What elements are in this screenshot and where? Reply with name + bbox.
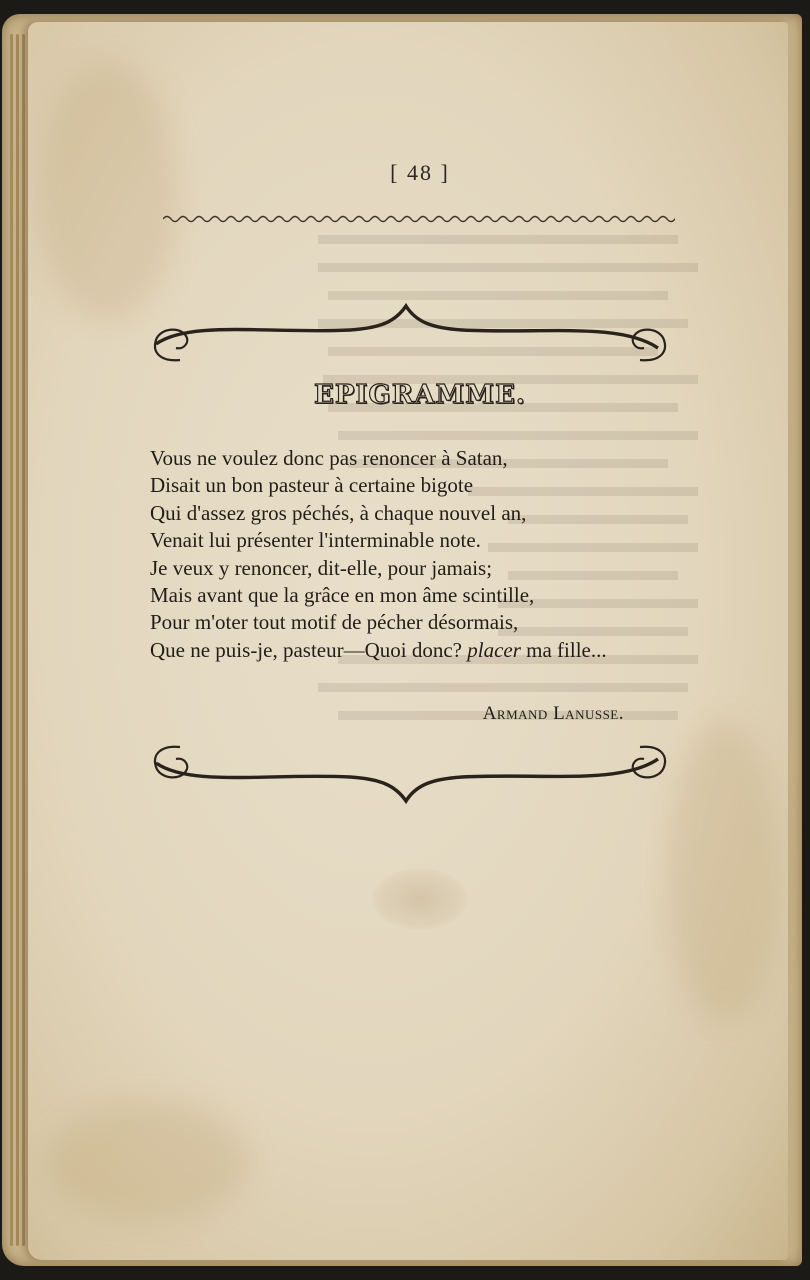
paper-stain: [668, 722, 778, 1022]
poem-line: Je veux y renoncer, dit-elle, pour jamais;: [150, 555, 493, 580]
poem-line: Mais avant que la grâce en mon âme scintille,: [150, 583, 535, 608]
top-brace-ornament: [150, 300, 670, 372]
poem-line: Venait lui présenter l'interminable note.: [150, 528, 481, 553]
paper-stain: [48, 1102, 248, 1222]
poem-emphasis: placer: [467, 637, 521, 662]
poem-line-text: Que ne puis-je, pasteur—Quoi donc?: [150, 637, 468, 662]
poem-line-final: [150, 637, 690, 664]
poem-line-text: ma fille...: [520, 637, 607, 662]
poem-line: Disait un bon pasteur à certaine bigote: [150, 473, 474, 498]
page-edge: [16, 34, 19, 1246]
poem-line: Qui d'assez gros péchés, à chaque nouvel an,: [150, 500, 527, 525]
page-number: [ 48 ]: [390, 160, 450, 185]
wavy-rule-ornament: [163, 212, 675, 226]
poem-body: [150, 445, 690, 664]
poem-line: Vous ne voulez donc pas renoncer à Satan,: [150, 446, 508, 470]
poem-title: EPIGRAMME.: [314, 380, 526, 410]
page-edge: [22, 34, 25, 1246]
bottom-brace-ornament: [150, 735, 670, 807]
poem-line: Pour m'oter tout motif de pécher désormais,: [150, 610, 519, 635]
paper-stain: [38, 62, 178, 322]
page-edge: [10, 34, 13, 1246]
embossed-stamp: [372, 868, 468, 930]
author-signature: Armand Lanusse.: [482, 703, 624, 724]
